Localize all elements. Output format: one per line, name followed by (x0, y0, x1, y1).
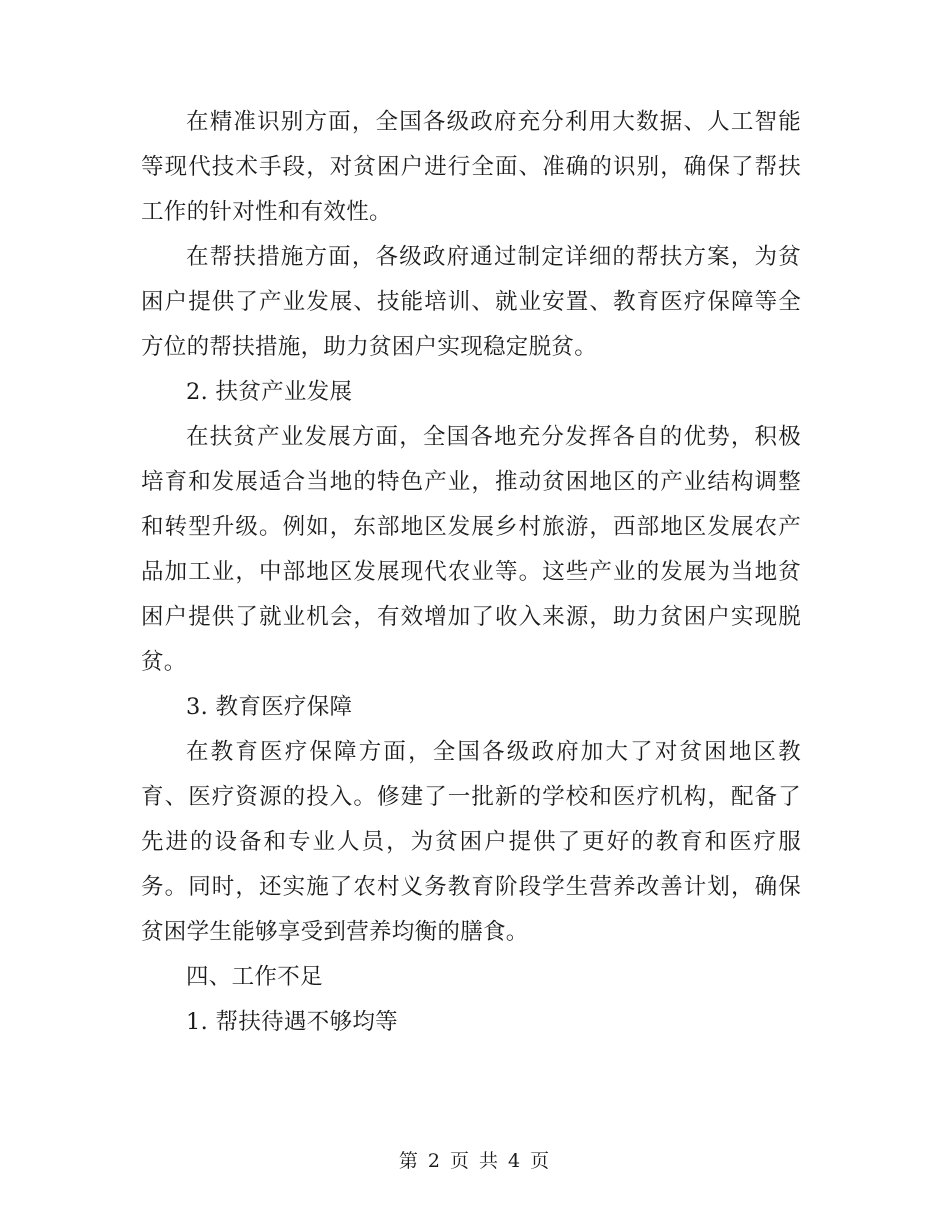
heading-education-medical-security: 3. 教育医疗保障 (186, 694, 353, 720)
page-footer: 第 2 页 共 4 页 (398, 1150, 552, 1172)
heading-shortcomings: 四、工作不足 (186, 964, 323, 990)
heading-poverty-industry-development: 2. 扶贫产业发展 (186, 379, 353, 405)
paragraph-industry-development: 在扶贫产业发展方面，全国各地充分发挥各自的优势，积极培育和发展适合当地的特色产业，推动贫困地区的产业结构调整和转型升级。例如，东部地区发展乡村旅游，西部地区发展农产品加工业，中部地区发展现代农业等。这些产业的发展为当地贫困户提供了就业机会，有效增加了收入来源，助力贫困户实现脱贫。 (141, 424, 801, 675)
paragraph-education-medical: 在教育医疗保障方面，全国各级政府加大了对贫困地区教育、医疗资源的投入。修建了一批新的学校和医疗机构，配备了先进的设备和专业人员，为贫困户提供了更好的教育和医疗服务。同时，还实施了农村义务教育阶段学生营养改善计划，确保贫困学生能够享受到营养均衡的膳食。 (141, 739, 801, 945)
paragraph-assistance-measures: 在帮扶措施方面，各级政府通过制定详细的帮扶方案，为贫困户提供了产业发展、技能培训、就业安置、教育医疗保障等全方位的帮扶措施，助力贫困户实现稳定脱贫。 (141, 244, 801, 360)
document-body (141, 100, 801, 1045)
paragraph-precise-identification: 在精准识别方面，全国各级政府充分利用大数据、人工智能等现代技术手段，对贫困户进行全面、准确的识别，确保了帮扶工作的针对性和有效性。 (141, 109, 801, 225)
heading-unequal-treatment: 1. 帮扶待遇不够均等 (186, 1009, 398, 1035)
